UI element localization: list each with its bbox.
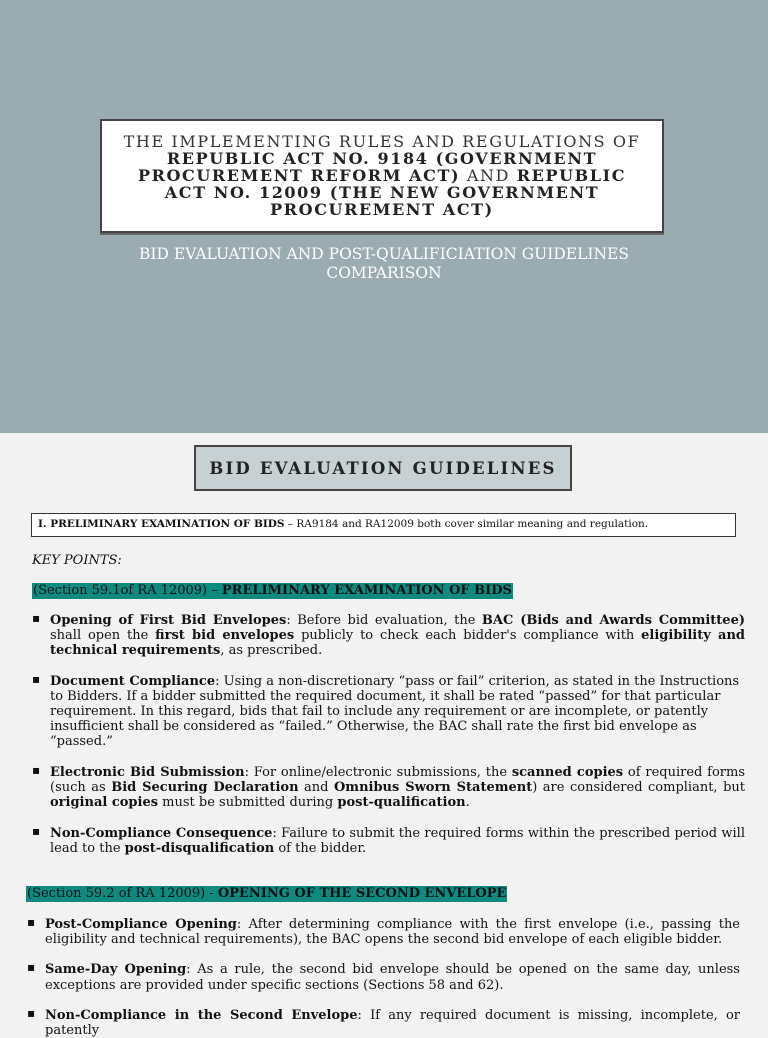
text: shall open the <box>50 628 156 644</box>
bold-text: scanned copies <box>511 764 624 780</box>
subtitle: BID EVALUATION AND POST-QUALIFICIATION GUIDELINES COMPARISON <box>139 245 629 282</box>
bold-text: Opening of First Bid Envelopes <box>50 613 287 628</box>
title-box <box>100 119 664 233</box>
text: of required forms (such as <box>50 764 746 795</box>
text: . <box>465 795 470 811</box>
text: : As a rule, the second bid envelope should be opened on the same day, unless exceptions are provided under specific sections (Sections 58 and 62). <box>45 962 740 993</box>
bold-text: Document Compliance <box>50 673 216 689</box>
text: : After determining compliance with the first envelope (i.e., passing the eligibility and technical requirements), the BAC opens the second bid envelope of each eligible bidder. <box>45 917 741 948</box>
bold-text: first bid envelopes <box>155 628 295 644</box>
section1-heading <box>32 583 513 599</box>
text: publicly to check each bidder's compliance with <box>294 628 642 644</box>
title-line1: THE IMPLEMENTING RULES AND REGULATIONS OF <box>123 132 641 151</box>
bold-text: post-disqualification <box>124 841 275 857</box>
bold-text: BAC (Bids and Awards Committee) <box>481 613 745 628</box>
title-bold-part1: REPUBLIC ACT NO. 9184 (GOVERNMENT PROCUREMENT REFORM ACT) <box>137 149 598 185</box>
text: : If any required document is missing, incomplete, or patently <box>45 1007 740 1038</box>
section2-bold: OPENING OF THE SECOND ENVELOPE <box>217 886 507 901</box>
bullet-item <box>27 1005 740 1038</box>
bullet-icon: ▪ <box>32 611 41 625</box>
bullet-icon: ▪ <box>27 1005 36 1020</box>
section2-heading <box>26 886 507 902</box>
text: : For online/electronic submissions, the <box>244 764 512 780</box>
text: and <box>298 779 334 795</box>
text: must be submitted during <box>158 795 338 811</box>
bullet-item <box>32 824 745 857</box>
bold-text: original copies <box>50 795 159 811</box>
section2-list <box>27 915 741 1038</box>
bold-text: Omnibus Sworn Statement <box>333 779 533 795</box>
bullet-item <box>32 671 745 750</box>
bullet-item <box>32 611 746 659</box>
bold-text: Post-Compliance Opening <box>45 917 237 932</box>
bold-text: Electronic Bid Submission <box>50 764 245 780</box>
text: ) are considered compliant, but <box>532 779 745 795</box>
bold-text: post-qualification <box>337 795 466 811</box>
prelim-box <box>31 513 736 537</box>
key-points-label: KEY POINTS: <box>32 553 122 568</box>
bullet-item <box>27 915 741 948</box>
bullet-item <box>32 762 746 811</box>
title-slide-background <box>0 0 768 433</box>
text: : Using a non-discretionary “pass or fail” criterion, as stated in the Instructions to Bidders. If a bidder submitted the required document, it shall be rated “passed” for that particular requirement. In this regard, bids that fail to include any requirement or are incomplete, or patently insufficient shall be considered as “failed.” Otherwise, the BAC shall rate the first bid envelope as “passed.” <box>50 673 740 750</box>
section1-bold: PRELIMINARY EXAMINATION OF BIDS <box>221 583 512 598</box>
bullet-icon: ▪ <box>32 824 41 839</box>
text: : Before bid evaluation, the <box>286 613 482 628</box>
text: , as prescribed. <box>220 643 323 659</box>
section1-list <box>32 611 746 857</box>
bold-text: Bid Securing Declaration <box>111 779 299 795</box>
bullet-item <box>27 960 740 993</box>
prelim-bold: I. PRELIMINARY EXAMINATION OF BIDS <box>38 518 285 530</box>
bullet-icon: ▪ <box>27 960 36 975</box>
bullet-icon: ▪ <box>32 671 41 686</box>
bullet-icon: ▪ <box>27 915 36 929</box>
bullet-icon: ▪ <box>32 762 41 777</box>
prelim-rest: – RA9184 and RA12009 both cover similar meaning and regulation. <box>284 518 649 530</box>
text: of the bidder. <box>274 841 367 857</box>
section2-prefix: (Section 59.2 of RA 12009) - <box>27 886 218 901</box>
title-and: AND <box>460 166 517 185</box>
bold-text: Non-Compliance Consequence <box>50 826 273 842</box>
section1-prefix: (Section 59.1of RA 12009) – <box>33 583 222 598</box>
bold-text: Same-Day Opening <box>45 962 187 978</box>
title-main <box>116 150 648 218</box>
text: : Failure to submit the required forms within the prescribed period will lead to the <box>50 826 745 857</box>
title-bold-part2: REPUBLIC ACT NO. 12009 (THE NEW GOVERNMENT PROCUREMENT ACT) <box>164 166 627 219</box>
section-heading: BID EVALUATION GUIDELINES <box>194 445 572 491</box>
bold-text: eligibility and technical requirements <box>50 628 746 659</box>
bold-text: Non-Compliance in the Second Envelope <box>45 1007 358 1023</box>
